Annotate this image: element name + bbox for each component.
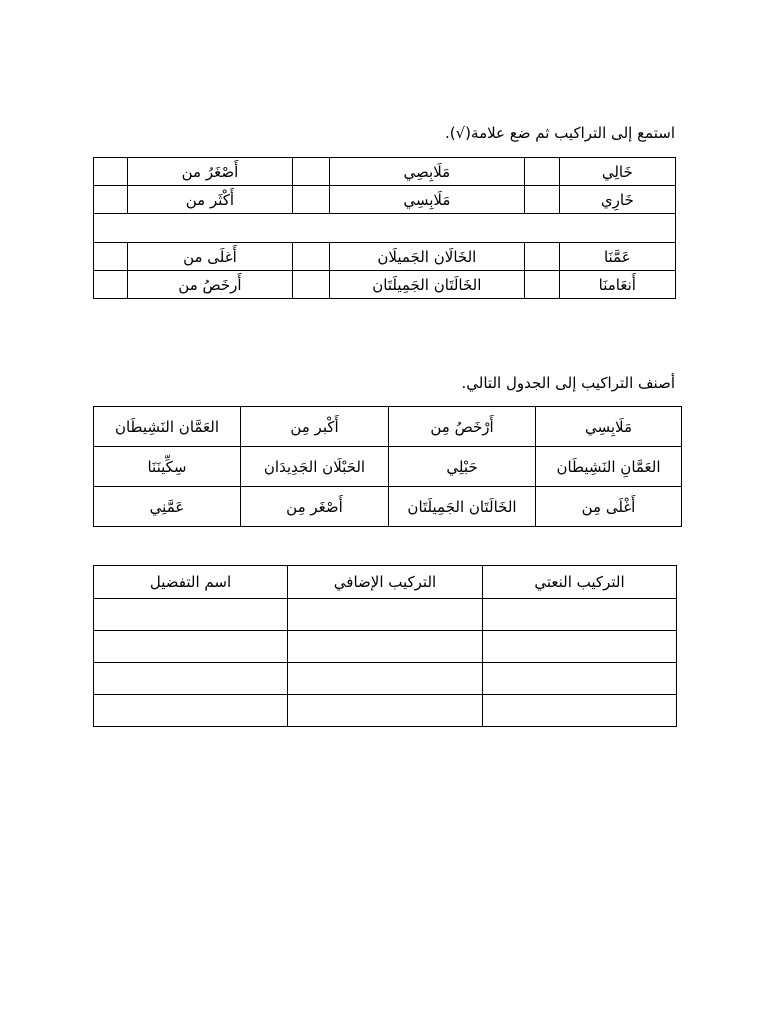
phrase-cell: أَغْلَى مِن [536, 487, 682, 527]
table-row [94, 407, 682, 447]
word-cell: أَرخَصُ من [127, 271, 292, 299]
table-row [94, 631, 677, 663]
phrase-cell: العَمَّان النَشِيطَان [94, 407, 241, 447]
answer-cell[interactable] [483, 663, 677, 695]
exercise2-instruction: أصنف التراكيب إلى الجدول التالي. [461, 374, 675, 392]
answer-cell[interactable] [94, 695, 288, 727]
table-row [94, 158, 676, 186]
word-cell: الخَالَتَان الجَمِيلَتَان [330, 271, 525, 299]
table-row [94, 599, 677, 631]
check-box[interactable] [524, 186, 559, 214]
phrase-cell: الخَالَتَان الجَمِيلَتَان [389, 487, 536, 527]
answer-cell[interactable] [288, 695, 483, 727]
check-box[interactable] [94, 158, 128, 186]
column-header: التركيب الإضافي [288, 566, 483, 599]
word-cell: مَلَابِسِي [330, 186, 525, 214]
word-cell: عَمَّنَا [559, 243, 675, 271]
word-cell: مَلَابِصِي [330, 158, 525, 186]
answer-cell[interactable] [288, 631, 483, 663]
header-row [94, 566, 677, 599]
word-cell: أَغلَى من [127, 243, 292, 271]
check-box[interactable] [94, 186, 128, 214]
phrase-cell: أَرْخَصُ مِن [389, 407, 536, 447]
word-cell: خَارِي [559, 186, 675, 214]
answer-cell[interactable] [288, 663, 483, 695]
answer-cell[interactable] [94, 599, 288, 631]
phrase-cell: العَمَّانِ النَشِيطَان [536, 447, 682, 487]
answer-cell[interactable] [94, 631, 288, 663]
phrase-cell: حَبْلِي [389, 447, 536, 487]
check-box[interactable] [292, 158, 329, 186]
answer-cell[interactable] [288, 599, 483, 631]
check-box[interactable] [292, 271, 329, 299]
table-row [94, 186, 676, 214]
check-box[interactable] [524, 243, 559, 271]
word-cell: أَكْثَر من [127, 186, 292, 214]
phrase-cell: أَكْبر مِن [241, 407, 389, 447]
blank-row [94, 214, 676, 243]
phrases-table [93, 406, 682, 527]
listening-table [93, 157, 676, 299]
table-row [94, 271, 676, 299]
check-box[interactable] [94, 271, 128, 299]
table-row [94, 695, 677, 727]
phrase-cell: عَمَّنِي [94, 487, 241, 527]
phrase-cell: الحَبْلَان الجَدِيدَان [241, 447, 389, 487]
table-row [94, 243, 676, 271]
phrase-cell: سِكِّينَنَا [94, 447, 241, 487]
exercise1-instruction: استمع إلى التراكيب ثم ضع علامة(√). [445, 124, 675, 142]
answer-cell[interactable] [94, 663, 288, 695]
check-box[interactable] [524, 158, 559, 186]
check-box[interactable] [524, 271, 559, 299]
word-cell: خَالِي [559, 158, 675, 186]
phrase-cell: مَلَابِسِي [536, 407, 682, 447]
check-box[interactable] [292, 243, 329, 271]
answer-cell[interactable] [483, 631, 677, 663]
column-header: اسم التفضيل [94, 566, 288, 599]
check-box[interactable] [292, 186, 329, 214]
table-row [94, 663, 677, 695]
empty-cell [94, 214, 676, 243]
classification-table [93, 565, 677, 727]
check-box[interactable] [94, 243, 128, 271]
column-header: التركيب النعتي [483, 566, 677, 599]
answer-cell[interactable] [483, 599, 677, 631]
answer-cell[interactable] [483, 695, 677, 727]
word-cell: أَنعَامنَا [559, 271, 675, 299]
word-cell: أَصْغَرُ من [127, 158, 292, 186]
table-row [94, 447, 682, 487]
table-row [94, 487, 682, 527]
phrase-cell: أَصْغَر مِن [241, 487, 389, 527]
word-cell: الخَالَان الجَميلَان [330, 243, 525, 271]
